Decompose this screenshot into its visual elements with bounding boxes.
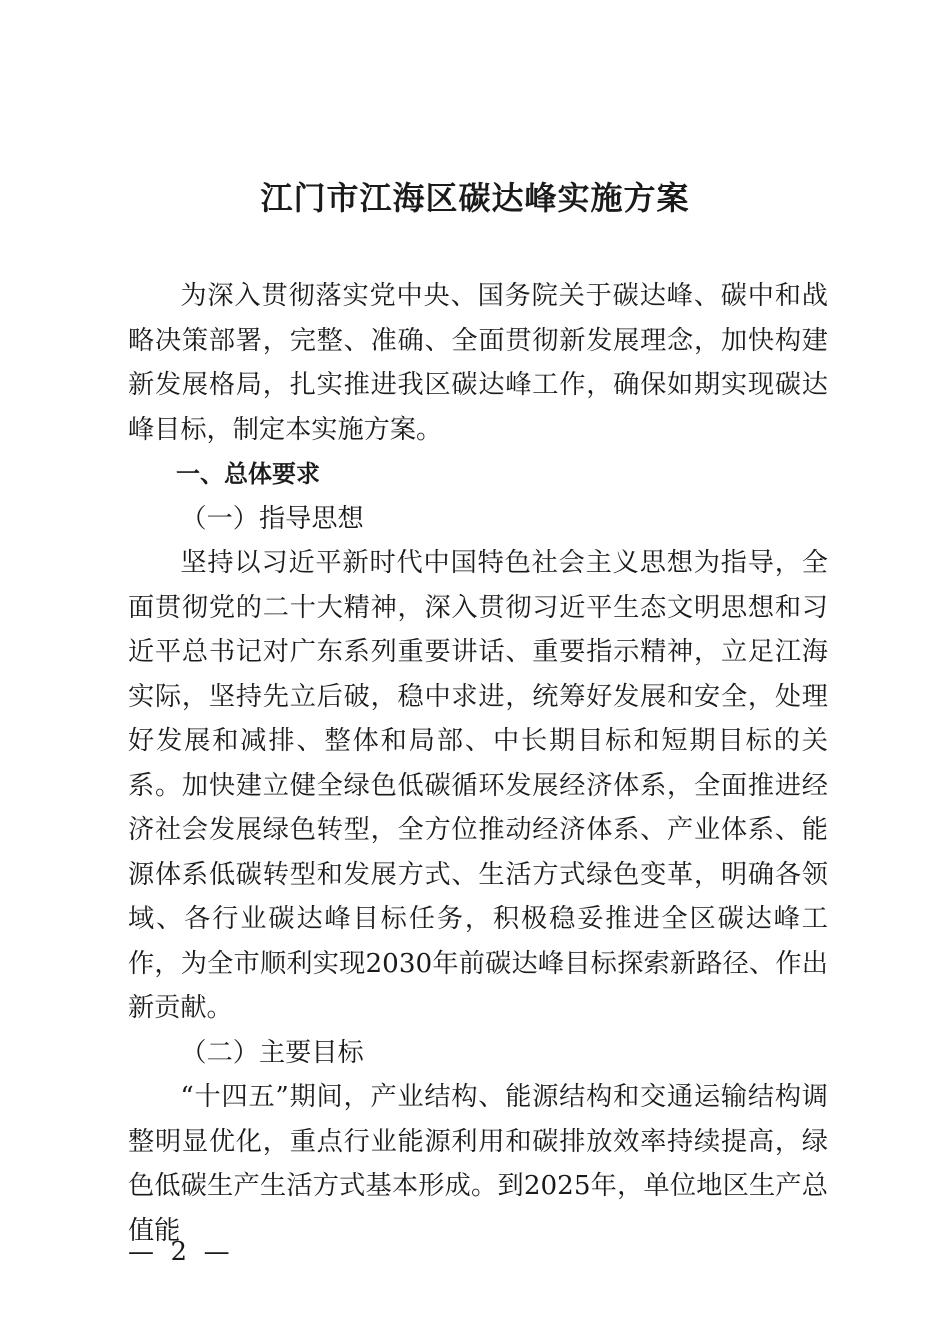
guiding-ideology-paragraph: 坚持以习近平新时代中国特色社会主义思想为指导，全面贯彻党的二十大精神，深入贯彻习近平生态文明思想和习近平总书记对广东系列重要讲话、重要指示精神，立足江海实际，坚持先立后破，稳中求进，统筹好发展和安全，处理好发展和减排、整体和局部、中长期目标和短期目标的关系。加快建立健全绿色低碳循环发展经济体系，全面推进经济社会发展绿色转型，全方位推动经济体系、产业体系、能源体系低碳转型和发展方式、生活方式绿色变革，明确各领域、各行业碳达峰目标任务，积极稳妥推进全区碳达峰工作，为全市顺利实现2030年前碳达峰目标探索新路径、作出新贡献。 — [128, 548, 828, 1023]
subsection-heading-guiding-ideology: （一）指导思想 — [180, 503, 364, 534]
section-heading-general-requirements: 一、总体要求 — [176, 460, 320, 488]
document-title: 江门市江海区碳达峰实施方案 — [260, 179, 690, 217]
main-goals-paragraph: “十四五”期间，产业结构、能源结构和交通运输结构调整明显优化，重点行业能源利用和碳排放效率持续提高，绿色低碳生产生活方式基本形成。到2025年，单位地区生产总值能 — [128, 1082, 828, 1246]
intro-paragraph: 为深入贯彻落实党中央、国务院关于碳达峰、碳中和战略决策部署，完整、准确、全面贯彻新发展理念，加快构建新发展格局，扎实推进我区碳达峰工作，确保如期实现碳达峰目标，制定本实施方案。 — [128, 281, 828, 445]
subsection-heading-main-goals: （二）主要目标 — [180, 1037, 364, 1068]
page-number: — 2 — — [128, 1237, 230, 1267]
document-body — [128, 274, 828, 1253]
